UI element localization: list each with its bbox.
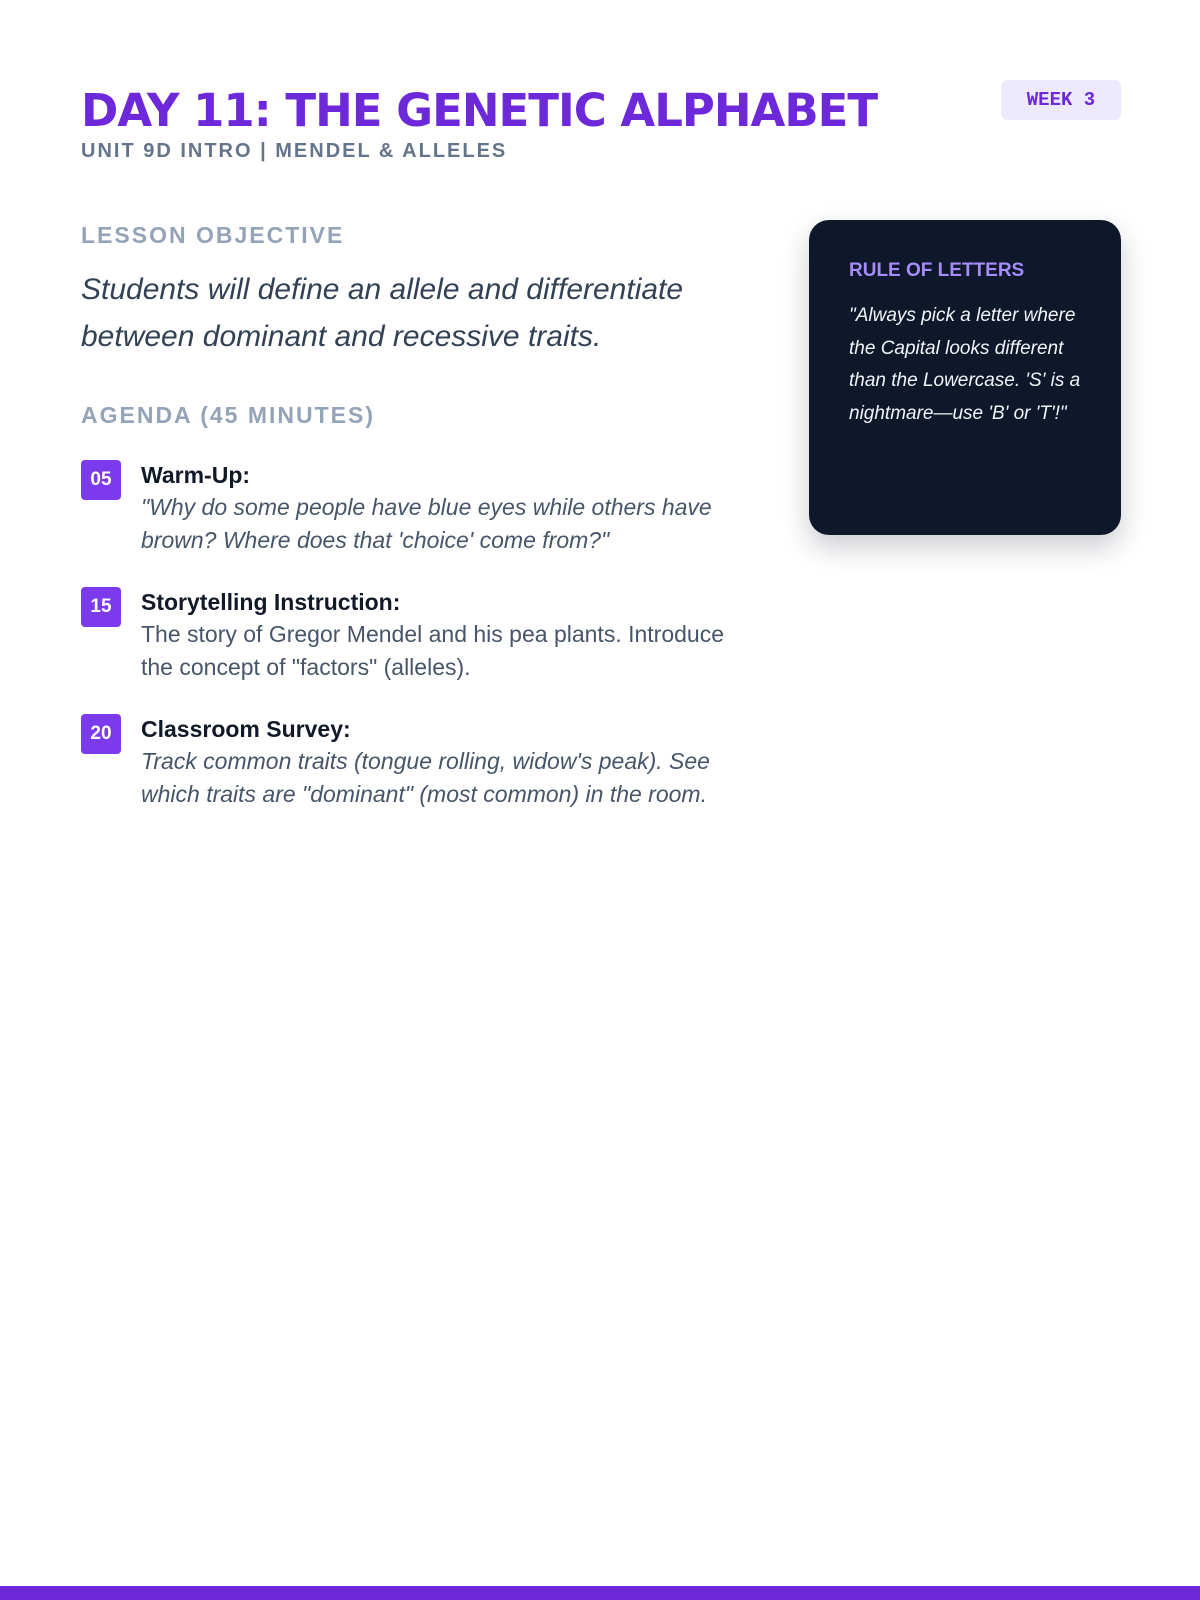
rule-card-text: "Always pick a letter where the Capital looks different than the Lowercase. 'S' is a nightmare—use 'B' or 'T'!" — [849, 305, 1081, 424]
agenda-item-title: Warm-Up: — [141, 462, 251, 488]
agenda-item-description: The story of Gregor Mendel and his pea plants. Introduce the concept of "factors" (alleles). — [141, 621, 724, 680]
lesson-plan-page — [81, 0, 1121, 1586]
page-subtitle: UNIT 9D INTRO | MENDEL & ALLELES — [81, 140, 508, 162]
bottom-accent-bar — [0, 1586, 1200, 1600]
rule-of-letters-card — [809, 220, 1121, 535]
week-badge: WEEK 3 — [1001, 80, 1121, 120]
minutes-badge: 15 — [81, 587, 121, 627]
agenda-item-title: Storytelling Instruction: — [141, 589, 401, 615]
agenda-item-title: Classroom Survey: — [141, 716, 351, 742]
minutes-badge: 20 — [81, 714, 121, 754]
agenda-item-description: "Why do some people have blue eyes while others have brown? Where does that 'choice' come from?" — [141, 494, 712, 553]
objective-text: Students will define an allele and differentiate between dominant and recessive traits. — [81, 273, 684, 353]
page-title: DAY 11: THE GENETIC ALPHABET — [81, 84, 878, 137]
agenda-item-description: Track common traits (tongue rolling, widow's peak). See which traits are "dominant" (most common) in the room. — [141, 748, 710, 807]
minutes-badge: 05 — [81, 460, 121, 500]
objective-label: LESSON OBJECTIVE — [81, 222, 345, 248]
rule-card-title: RULE OF LETTERS — [849, 260, 1025, 281]
agenda-label: AGENDA (45 MINUTES) — [81, 402, 375, 428]
